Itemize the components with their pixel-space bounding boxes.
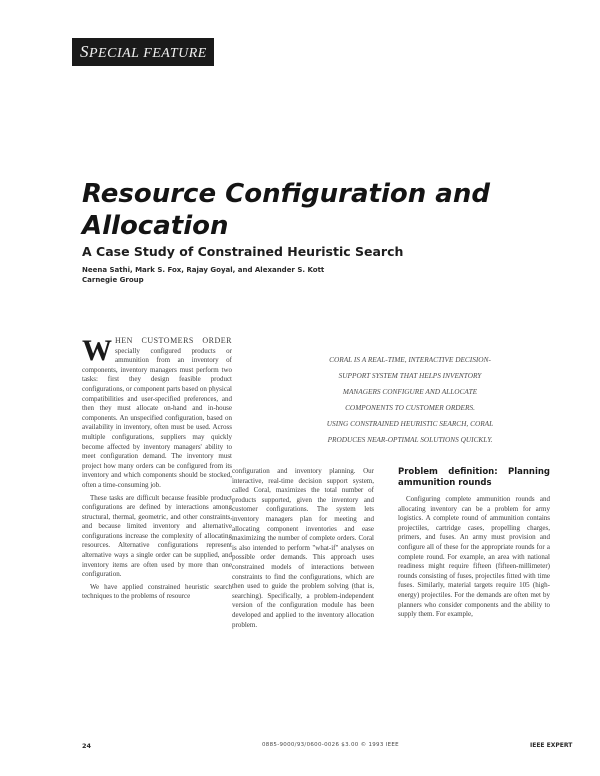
pull-quote-line-4: COMPONENTS TO CUSTOMER ORDERS.	[345, 403, 475, 412]
journal-name: IEEE EXPERT	[530, 742, 573, 749]
drop-cap: W	[82, 334, 112, 367]
pull-quote	[262, 352, 558, 448]
pull-quote-line-2: SUPPORT SYSTEM THAT HELPS INVENTORY	[338, 371, 482, 380]
title-line-1: Resource Configuration and	[82, 179, 490, 209]
section-tab	[72, 38, 214, 66]
lead-in: HEN CUSTOMERS ORDER	[115, 336, 232, 345]
section-heading: Problem definition: Planning ammunition rounds	[398, 467, 550, 488]
page-number: 24	[82, 742, 92, 750]
footer-meta: 0885-9000/93/0600-0026 $3.00 © 1993 IEEE	[262, 742, 399, 748]
body-column-3	[398, 467, 550, 623]
article-authors: Neena Sathi, Mark S. Fox, Rajay Goyal, and Alexander S. Kott	[82, 266, 325, 274]
article-title	[82, 178, 552, 242]
section-tab-label: PECIAL FEATURE	[89, 46, 207, 61]
paragraph-text: specially configured products or ammunition from an inventory of components, inventory managers must perform two tasks: first they design feasible product configurations, or component parts based on physical compatibilities and user-specified preferences, and then they must allocate on-hand and in-house components. An unspecified configuration, based on availability in inventory, often must be used. Across multiple configurations, suppliers may quickly become affected by inventory managers' ability to meet configuration demand. The inventory must project how many orders can be configured from its inventory and which components should be stocked, often a time-consuming job.	[82, 346, 232, 489]
body-paragraph: Configuring complete ammunition rounds and allocating inventory can be a problem for army logistics. A complete round of ammunition contains projectiles, cartridge cases, propelling charges, primers, and fuses. An army must provision and configure all of these for the appropriate rounds for a complete round. For example, an area with national readiness might require fifteen (fifteen-millimeter) rounds consisting of fuses, projectiles fitted with time fuses. Similarly, material targets require 105 (high-energy) projectiles. For the demands are often met by planners who consider components and the ability to supply them. For example,	[398, 495, 550, 619]
body-paragraph: These tasks are difficult because feasible product configurations are defined by interactions among structural, thermal, geometric, and other constraints, and because limited inventory and alternative configurations increase the complexity of allocating resources. Alternative configurations represent alternative ways a single order can be supplied, and inventory items are often used by more than one configuration.	[82, 493, 232, 579]
pull-quote-line-1: CORAL IS A REAL-TIME, INTERACTIVE DECISION-	[329, 355, 491, 364]
pull-quote-line-6: PRODUCES NEAR-OPTIMAL SOLUTIONS QUICKLY.	[327, 435, 493, 444]
body-paragraph: configuration and inventory planning. Our interactive, real-time decision support system, called Coral, maximizes the total number of products supported, given the inventory and customer configurations. The system lets inventory managers plan for meeting and allocating component inventories and ease maximizing the number of complete orders. Coral is also intended to perform "what-if" analyses on possible order demands. This approach uses constrained models of interactions between constraints to find the configurations, which are then used to guide the problem solving (that is, searching). Specifically, a problem-independent version of the configuration module has been developed and applied to the inventory allocation problem.	[232, 467, 374, 629]
pull-quote-line-3: MANAGERS CONFIGURE AND ALLOCATE	[342, 387, 478, 396]
body-column-2	[232, 467, 374, 633]
section-tab-cap: S	[80, 42, 89, 61]
body-column-1	[82, 336, 232, 605]
article-subtitle: A Case Study of Constrained Heuristic Search	[82, 244, 404, 259]
body-paragraph: We have applied constrained heuristic search techniques to the problems of resource	[82, 582, 232, 601]
article-affiliation: Carnegie Group	[82, 276, 144, 284]
body-paragraph	[82, 336, 232, 491]
title-line-2: Allocation	[82, 211, 229, 241]
pull-quote-line-5: USING CONSTRAINED HEURISTIC SEARCH, CORAL	[326, 419, 494, 428]
